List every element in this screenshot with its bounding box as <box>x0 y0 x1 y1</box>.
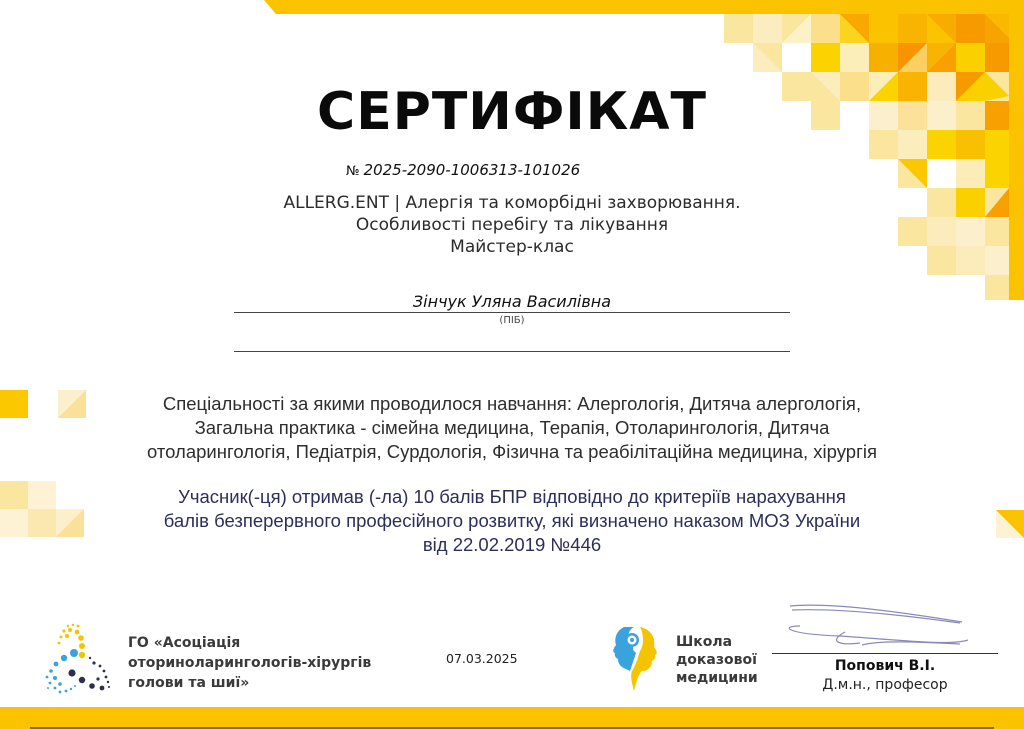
credits-line: балів безперервного професійного розвитку, які визначено наказом МОЗ України <box>163 510 861 531</box>
school-name-line: доказової <box>676 652 757 668</box>
school-name <box>676 633 758 687</box>
course-title-line: ALLERG.ENT | Алергія та коморбідні захворювання. <box>283 193 741 213</box>
organization-name-line: ГО «Асоціація <box>128 635 241 651</box>
credits-paragraph <box>60 485 964 557</box>
right-yellow-stripe <box>1009 0 1024 300</box>
dots-logo-icon <box>42 622 122 696</box>
signatory-name: Попович В.І. <box>834 658 936 674</box>
specialties-line: Загальна практика - сімейна медицина, Терапія, Отоларингологія, Дитяча <box>194 417 830 438</box>
signature-line <box>772 653 998 654</box>
organization-name <box>128 633 371 693</box>
credits-line: від 22.02.2019 №446 <box>422 534 602 555</box>
certificate-title: СЕРТИФІКАТ <box>317 82 707 142</box>
top-yellow-band <box>264 0 1024 14</box>
school-name-line: медицини <box>676 670 758 686</box>
course-title-line: Особливості перебігу та лікування <box>355 215 669 235</box>
number-sign: № <box>346 164 360 179</box>
signature-scribble <box>789 605 968 645</box>
course-title <box>150 192 874 258</box>
name-underline <box>234 312 790 313</box>
certificate-number-value: 2025-2090-1006313-101026 <box>363 161 581 179</box>
name-caption: (ПІБ) <box>499 315 525 326</box>
issue-date: 07.03.2025 <box>446 651 518 666</box>
right-edge-triangle <box>996 510 1024 538</box>
specialties-line: отоларингологія, Педіатрія, Сурдологія, Фізична та реабілітаційна медицина, хірургія <box>147 441 877 462</box>
school-name-line: Школа <box>676 634 733 650</box>
credits-line: Учасник(-ця) отримав (-ла) 10 балів БПР відповідно до критеріїв нарахування <box>178 486 846 507</box>
organization-name-line: голови та шиї» <box>128 675 250 691</box>
organization-name-line: оториноларингологів-хірургів <box>128 655 372 671</box>
bottom-yellow-band <box>0 707 1024 729</box>
two-faces-logo-icon <box>610 625 662 695</box>
blank-underline <box>234 351 790 352</box>
certificate-number <box>346 161 580 179</box>
course-type: Майстер-клас <box>450 237 574 257</box>
participant-name: Зінчук Уляна Василівна <box>412 292 612 311</box>
specialties-line: Спеціальності за якими проводилося навчання: Алергологія, Дитяча алергологія, <box>162 393 862 414</box>
specialties-paragraph <box>60 392 964 464</box>
signatory-title: Д.м.н., професор <box>822 677 948 693</box>
